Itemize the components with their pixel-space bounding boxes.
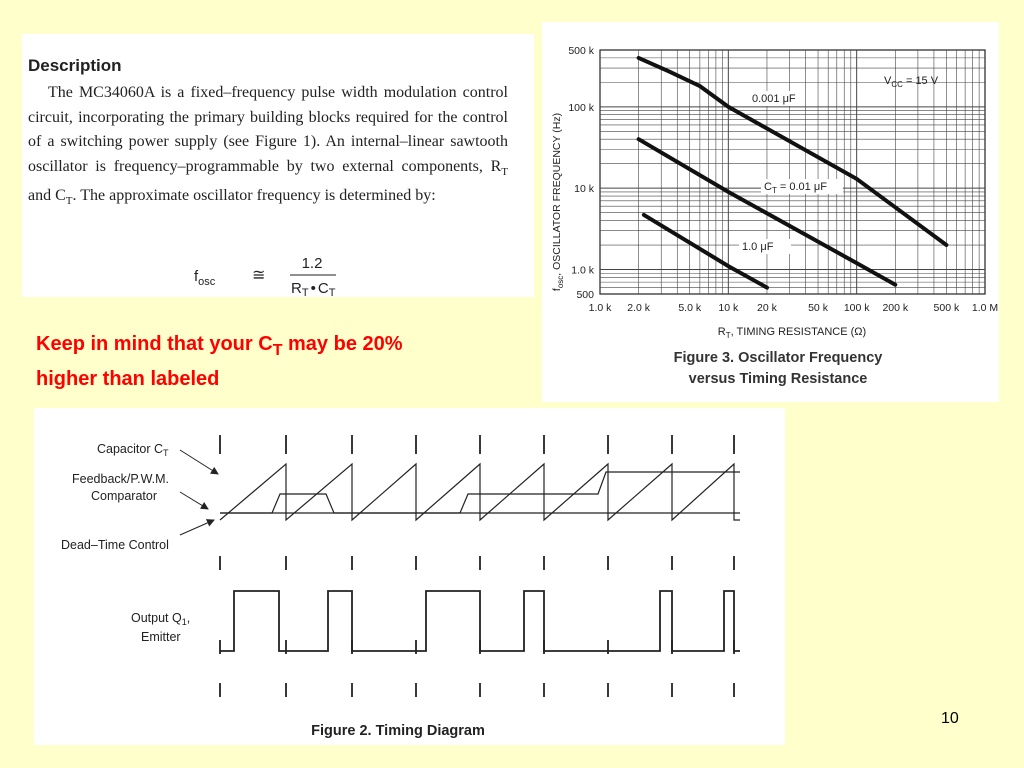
- y-tick-label: 500: [576, 289, 594, 301]
- chart-series: [639, 58, 947, 288]
- x-tick-label: 50 k: [808, 302, 828, 314]
- x-tick-label: 5.0 k: [678, 302, 702, 314]
- output-label-line1: Output $Q_1$,: [131, 611, 191, 627]
- figure-2-caption: Figure 2. Timing Diagram: [311, 723, 485, 739]
- x-tick-label: 1.0 M: [971, 302, 999, 314]
- x-tick-label: 100 k: [843, 302, 870, 314]
- period-tick-marks: [220, 435, 734, 697]
- x-tick-label: 2.0 k: [627, 302, 651, 314]
- feedback-arrow: [180, 492, 208, 509]
- svg-text:≅: ≅: [252, 267, 266, 284]
- figure-3-panel: [542, 22, 999, 402]
- svg-text:fosc: $f_{osc}$: [194, 268, 216, 288]
- x-tick-label: 10 k: [718, 302, 739, 314]
- series-label: 1.0 μF: [742, 241, 774, 253]
- x-tick-label: 1.0 k: [588, 302, 612, 314]
- x-tick-label: 500 k: [933, 302, 960, 314]
- description-panel: [22, 34, 534, 297]
- svg-text:1.2: 1.2: [301, 255, 323, 272]
- x-axis-label: $R_T$, TIMING RESISTANCE (Ω): [717, 326, 867, 340]
- y-axis-label: $f_{osc}$, OSCILLATOR FREQUENCY (Hz): [551, 112, 565, 292]
- figure-2-panel: [34, 408, 785, 745]
- output-label-line2: Emitter: [141, 630, 181, 644]
- svg-text:RT•CT: $R_T$ • $C_T$: [291, 280, 336, 298]
- oscillator-frequency-chart: [542, 22, 999, 402]
- y-tick-label: 1.0 k: [571, 264, 594, 277]
- feedback-label-line2: Comparator: [91, 489, 157, 503]
- capacitor-label: Capacitor $C_T$: [97, 442, 169, 458]
- description-text: The MC34060A is a fixed–frequency pulse width modulation control circuit, incorporating the primary building blocks required for the control of a switching power supply (see Figure 1). An internal–linear sawtooth oscillator is frequency–programmable by two external components, $R_T$ and $C_T$. The approximate oscillator frequency is determined by:: [28, 84, 508, 208]
- ct-tolerance-note: Keep in mind that your $C_T$ may be 20% higher than labeled: [36, 333, 403, 390]
- dead-time-label: Dead–Time Control: [61, 538, 169, 552]
- oscillator-frequency-formula: [192, 254, 352, 298]
- timing-diagram: [34, 408, 785, 745]
- x-tick-label: 20 k: [757, 302, 777, 314]
- page-number: 10: [941, 710, 959, 727]
- y-tick-label: 10 k: [574, 183, 594, 196]
- description-title: Description: [28, 56, 122, 75]
- figure-3-caption-line2: versus Timing Resistance: [688, 371, 868, 387]
- output-q1-waveform: [220, 591, 740, 651]
- series-label: 0.001 μF: [752, 93, 796, 105]
- y-tick-label: 500 k: [568, 45, 594, 57]
- y-tick-label: 100 k: [568, 101, 594, 114]
- vcc-label: $V_{CC} = 15$ V: [884, 75, 939, 89]
- x-tick-label: 200 k: [882, 302, 909, 314]
- series-label: $C_T = 0.01$ μF: [764, 181, 827, 195]
- dead-time-arrow: [180, 520, 214, 535]
- capacitor-arrow: [180, 450, 218, 474]
- feedback-label-line1: Feedback/P.W.M.: [72, 472, 170, 486]
- figure-3-caption-line1: Figure 3. Oscillator Frequency: [673, 350, 883, 366]
